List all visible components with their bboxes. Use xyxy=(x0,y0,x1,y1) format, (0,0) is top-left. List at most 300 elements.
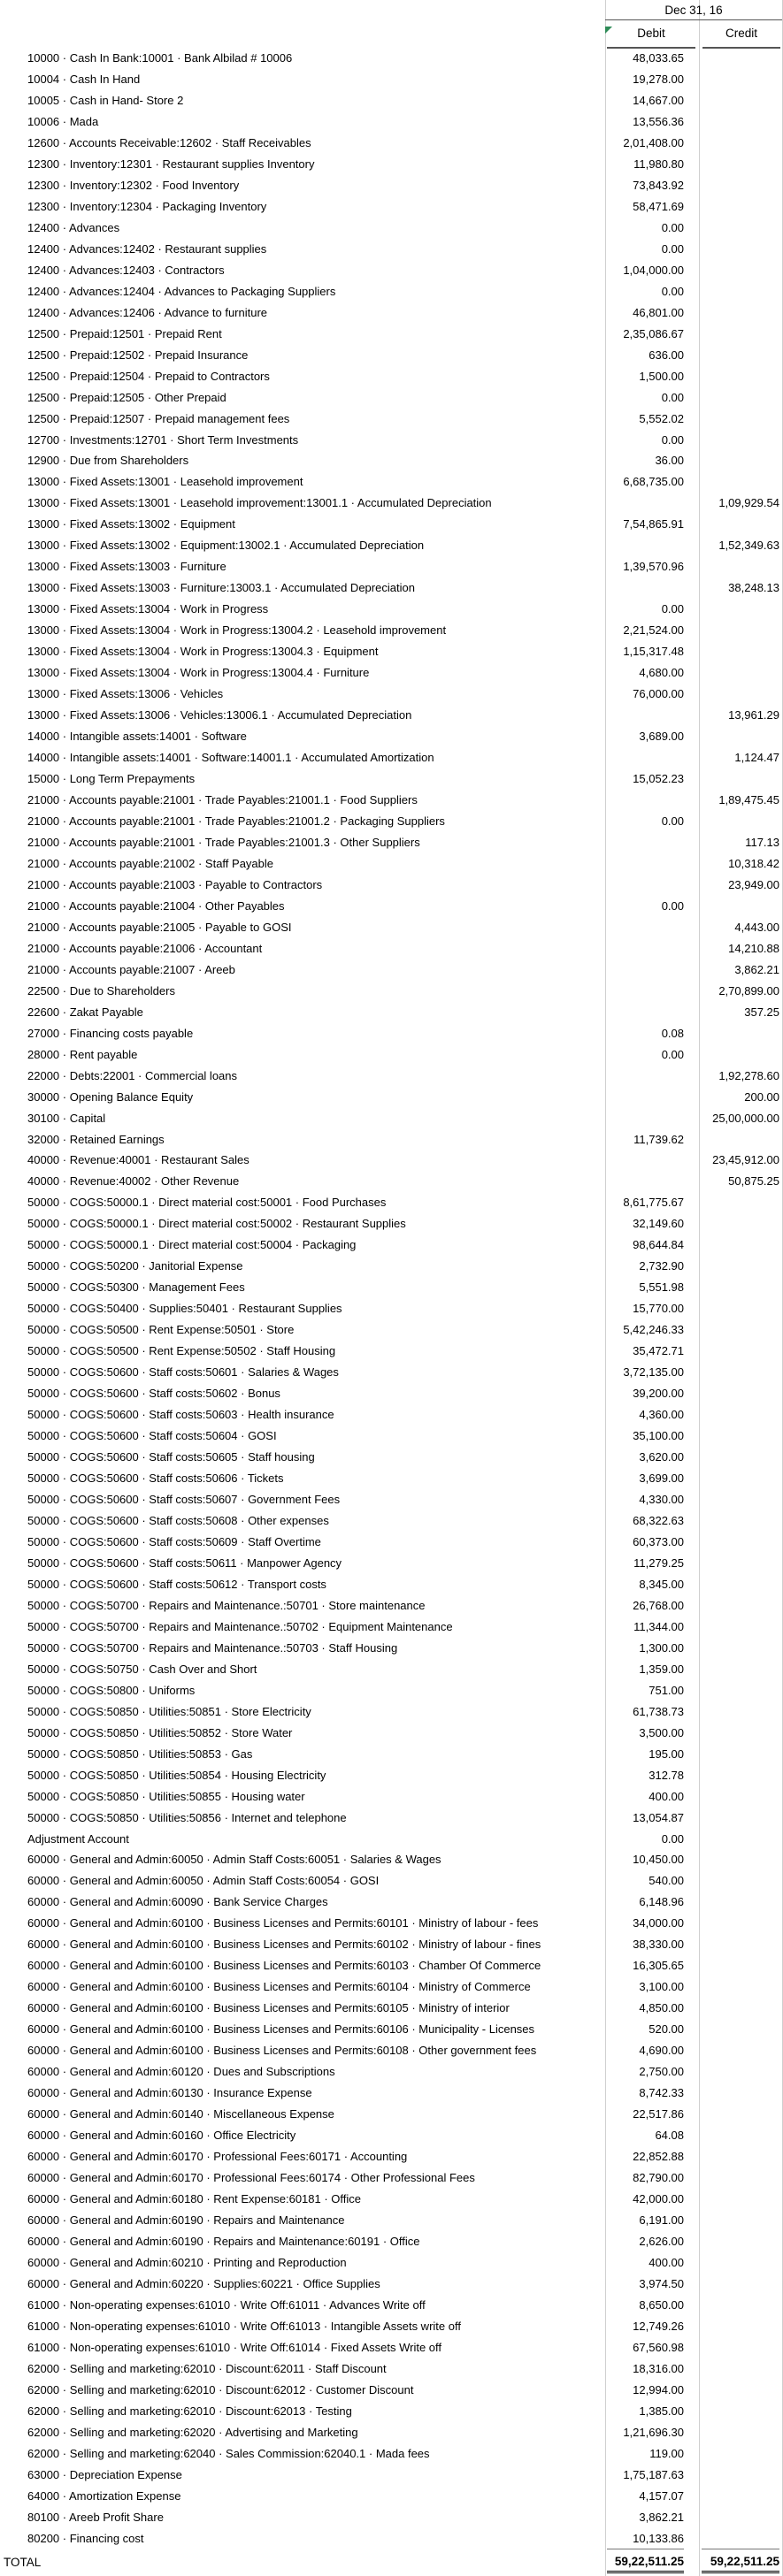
account-row xyxy=(0,790,783,811)
account-row xyxy=(0,1277,783,1298)
account-label: 60000 · General and Admin:60170 · Professional Fees:60174 · Other Professional Fees xyxy=(27,2171,475,2184)
account-row xyxy=(0,1468,783,1489)
debit-value: 2,750.00 xyxy=(639,2065,684,2079)
account-row xyxy=(0,1808,783,1829)
debit-value: 64.08 xyxy=(655,2129,684,2143)
account-row xyxy=(0,1298,783,1319)
account-label: 13000 · Fixed Assets:13004 · Work in Progress xyxy=(27,602,269,616)
account-label: 63000 · Depreciation Expense xyxy=(27,2467,182,2481)
debit-value: 22,852.88 xyxy=(633,2150,684,2163)
account-row xyxy=(0,1765,783,1786)
account-label: 50000 · COGS:50600 · Staff costs:50601 · Salaries & Wages xyxy=(27,1365,339,1380)
account-label: 60000 · General and Admin:60140 · Miscellaneous Expense xyxy=(27,2107,334,2121)
account-row xyxy=(0,2465,783,2486)
debit-value: 4,330.00 xyxy=(639,1493,684,1506)
account-label: 12700 · Investments:12701 · Short Term Investments xyxy=(27,432,299,447)
debit-value: 15,052.23 xyxy=(633,772,684,785)
account-row xyxy=(0,90,783,111)
account-label: 50000 · COGS:50800 · Uniforms xyxy=(27,1683,196,1697)
debit-value: 1,359.00 xyxy=(639,1662,684,1676)
debit-value: 8,650.00 xyxy=(639,2297,684,2312)
account-label: 22600 · Zakat Payable xyxy=(27,1005,143,1019)
account-label: 50000 · COGS:50850 · Utilities:50856 · Internet and telephone xyxy=(27,1810,347,1824)
account-label: 60000 · General and Admin:60100 · Business Licenses and Permits:60106 · Municipality - Licenses xyxy=(27,2022,535,2037)
credit-value: 1,92,278.60 xyxy=(718,1068,779,1082)
account-row xyxy=(0,1129,783,1150)
debit-value: 0.00 xyxy=(661,1047,684,1061)
account-label: 10000 · Cash In Bank:10001 · Bank Albilad # 10006 xyxy=(27,51,293,65)
account-row xyxy=(0,2401,783,2422)
credit-value: 10,318.42 xyxy=(728,856,779,870)
debit-value: 38,330.00 xyxy=(633,1938,684,1952)
account-row xyxy=(0,705,783,726)
account-row xyxy=(0,1426,783,1447)
account-row xyxy=(0,430,783,451)
account-label: 12500 · Prepaid:12502 · Prepaid Insurance xyxy=(27,348,249,362)
account-label: 50000 · COGS:50500 · Rent Expense:50502 · Staff Housing xyxy=(27,1344,336,1358)
account-label: 62000 · Selling and marketing:62020 · Advertising and Marketing xyxy=(27,2425,358,2439)
account-row xyxy=(0,620,783,641)
account-label: 13000 · Fixed Assets:13006 · Vehicles:13006.1 · Accumulated Depreciation xyxy=(27,708,412,722)
account-label: 60000 · General and Admin:60090 · Bank Service Charges xyxy=(27,1895,328,1909)
account-label: 50000 · COGS:50300 · Management Fees xyxy=(27,1280,245,1295)
account-label: 60000 · General and Admin:60100 · Business Licenses and Permits:60104 · Ministry of Commerce xyxy=(27,1980,531,1994)
credit-value: 2,70,899.00 xyxy=(718,983,779,998)
account-row xyxy=(0,281,783,302)
account-label: 21000 · Accounts payable:21006 · Accountant xyxy=(27,941,263,955)
debit-value: 3,620.00 xyxy=(639,1450,684,1464)
debit-value: 11,279.25 xyxy=(633,1556,684,1570)
account-row xyxy=(0,2295,783,2316)
debit-value: 8,742.33 xyxy=(639,2086,684,2100)
account-row xyxy=(0,959,783,981)
account-label: 50000 · COGS:50200 · Janitorial Expense xyxy=(27,1259,243,1273)
period-date-header: Dec 31, 16 xyxy=(605,0,782,20)
debit-value: 4,157.07 xyxy=(639,2488,684,2503)
account-row xyxy=(0,1723,783,1744)
account-row xyxy=(0,2316,783,2337)
account-row xyxy=(0,1786,783,1808)
debit-value: 1,385.00 xyxy=(639,2404,684,2418)
account-label: 22500 · Due to Shareholders xyxy=(27,983,175,998)
account-row xyxy=(0,1701,783,1723)
account-row xyxy=(0,1510,783,1532)
debit-value: 18,316.00 xyxy=(633,2361,684,2375)
account-row xyxy=(0,1319,783,1341)
debit-value: 76,000.00 xyxy=(633,687,684,701)
debit-value: 0.08 xyxy=(661,1026,684,1040)
account-row xyxy=(0,2337,783,2358)
account-label: 13000 · Fixed Assets:13002 · Equipment:13002.1 · Accumulated Depreciation xyxy=(27,539,425,553)
debit-value: 8,345.00 xyxy=(639,1577,684,1591)
account-row xyxy=(0,556,783,577)
account-label: 60000 · General and Admin:60190 · Repairs and Maintenance:60191 · Office xyxy=(27,2234,420,2248)
account-label: 60000 · General and Admin:60100 · Business Licenses and Permits:60102 · Ministry of labour - fines xyxy=(27,1938,541,1952)
account-row xyxy=(0,535,783,556)
debit-value: 2,732.90 xyxy=(639,1259,684,1273)
debit-value: 0.00 xyxy=(661,220,684,234)
account-label: 60000 · General and Admin:60130 · Insurance Expense xyxy=(27,2086,312,2100)
account-label: 50000 · COGS:50600 · Staff costs:50612 · Transport costs xyxy=(27,1577,326,1591)
account-label: 50000 · COGS:50400 · Supplies:50401 · Restaurant Supplies xyxy=(27,1302,342,1316)
account-row xyxy=(0,2528,783,2549)
credit-value: 23,949.00 xyxy=(728,877,779,891)
debit-value: 39,200.00 xyxy=(633,1387,684,1401)
account-label: 30000 · Opening Balance Equity xyxy=(27,1089,194,1104)
account-row xyxy=(0,2167,783,2189)
debit-value: 10,450.00 xyxy=(633,1853,684,1867)
account-label: 13000 · Fixed Assets:13003 · Furniture xyxy=(27,560,226,574)
debit-value: 2,35,086.67 xyxy=(623,326,684,340)
debit-value: 1,04,000.00 xyxy=(623,263,684,277)
debit-value: 36.00 xyxy=(655,454,684,468)
debit-value: 0.00 xyxy=(661,602,684,616)
credit-value: 50,875.25 xyxy=(728,1174,779,1189)
debit-value: 4,360.00 xyxy=(639,1408,684,1422)
debit-value: 60,373.00 xyxy=(633,1534,684,1548)
debit-value: 42,000.00 xyxy=(633,2192,684,2205)
debit-value: 67,560.98 xyxy=(633,2340,684,2354)
account-label: 50000 · COGS:50850 · Utilities:50851 · Store Electricity xyxy=(27,1704,311,1718)
account-row xyxy=(0,981,783,1002)
debit-value: 22,517.86 xyxy=(633,2107,684,2121)
debit-value: 3,72,135.00 xyxy=(623,1365,684,1380)
account-label: 12400 · Advances:12406 · Advance to furniture xyxy=(27,305,268,319)
account-label: Adjustment Account xyxy=(27,1831,129,1846)
account-row xyxy=(0,1744,783,1765)
account-label: 12400 · Advances:12403 · Contractors xyxy=(27,263,225,277)
debit-value: 46,801.00 xyxy=(633,305,684,319)
account-label: 50000 · COGS:50600 · Staff costs:50609 · Staff Overtime xyxy=(27,1534,321,1548)
account-row xyxy=(0,875,783,896)
debit-value: 3,500.00 xyxy=(639,1725,684,1739)
account-row xyxy=(0,450,783,471)
debit-value: 98,644.84 xyxy=(633,1238,684,1252)
debit-value: 26,768.00 xyxy=(633,1598,684,1612)
account-row xyxy=(0,1553,783,1574)
account-row xyxy=(0,832,783,853)
account-row xyxy=(0,2443,783,2465)
account-row xyxy=(0,2019,783,2040)
account-label: 50000 · COGS:50850 · Utilities:50853 · Gas xyxy=(27,1747,253,1761)
debit-value: 35,100.00 xyxy=(633,1429,684,1442)
debit-value: 7,54,865.91 xyxy=(623,517,684,531)
account-row xyxy=(0,2061,783,2083)
account-row xyxy=(0,2146,783,2167)
account-row xyxy=(0,493,783,514)
account-label: 12300 · Inventory:12301 · Restaurant supplies Inventory xyxy=(27,157,315,171)
account-label: 60000 · General and Admin:60050 · Admin Staff Costs:60054 · GOSI xyxy=(27,1874,380,1888)
debit-value: 312.78 xyxy=(649,1768,684,1782)
credit-value: 1,09,929.54 xyxy=(718,496,779,510)
account-label: 21000 · Accounts payable:21001 · Trade Payables:21001.3 · Other Suppliers xyxy=(27,835,420,849)
account-label: 50000 · COGS:50700 · Repairs and Maintenance.:50701 · Store maintenance xyxy=(27,1598,426,1612)
account-row xyxy=(0,387,783,409)
account-row xyxy=(0,2486,783,2507)
account-label: 12500 · Prepaid:12501 · Prepaid Rent xyxy=(27,326,222,340)
total-row xyxy=(0,2551,783,2574)
account-row xyxy=(0,853,783,875)
account-row xyxy=(0,1447,783,1468)
debit-value: 2,626.00 xyxy=(639,2234,684,2248)
debit-value: 11,344.00 xyxy=(633,1619,684,1633)
account-label: 12500 · Prepaid:12507 · Prepaid management fees xyxy=(27,411,290,425)
account-label: 21000 · Accounts payable:21004 · Other Payables xyxy=(27,898,285,913)
account-label: 50000 · COGS:50850 · Utilities:50855 · Housing water xyxy=(27,1789,305,1803)
account-row xyxy=(0,641,783,662)
account-row xyxy=(0,811,783,832)
account-label: 60000 · General and Admin:60100 · Business Licenses and Permits:60101 · Ministry of labour - fees xyxy=(27,1916,539,1930)
account-label: 13000 · Fixed Assets:13004 · Work in Progress:13004.3 · Equipment xyxy=(27,645,379,659)
account-row xyxy=(0,2189,783,2210)
debit-value: 636.00 xyxy=(649,348,684,362)
account-label: 12400 · Advances xyxy=(27,220,120,234)
account-row xyxy=(0,48,783,69)
account-label: 21000 · Accounts payable:21002 · Staff Payable xyxy=(27,856,274,870)
credit-value xyxy=(702,2528,779,2549)
account-row xyxy=(0,2083,783,2104)
account-row xyxy=(0,324,783,345)
credit-value: 13,961.29 xyxy=(728,708,779,722)
debit-value: 3,699.00 xyxy=(639,1471,684,1485)
debit-value: 1,15,317.48 xyxy=(623,645,684,659)
account-row xyxy=(0,1849,783,1870)
account-row xyxy=(0,1087,783,1108)
account-row xyxy=(0,2358,783,2380)
account-row xyxy=(0,1044,783,1066)
credit-value: 23,45,912.00 xyxy=(712,1153,779,1167)
debit-value: 1,75,187.63 xyxy=(623,2467,684,2481)
account-row xyxy=(0,1108,783,1129)
account-row xyxy=(0,218,783,239)
account-row xyxy=(0,662,783,684)
account-label: 60000 · General and Admin:60170 · Professional Fees:60171 · Accounting xyxy=(27,2150,408,2163)
account-row xyxy=(0,2252,783,2274)
account-label: 50000 · COGS:50000.1 · Direct material cost:50004 · Packaging xyxy=(27,1238,357,1252)
account-label: 80200 · Financing cost xyxy=(27,2531,144,2545)
account-label: 10004 · Cash In Hand xyxy=(27,73,141,86)
credit-value: 357.25 xyxy=(744,1005,779,1019)
account-row xyxy=(0,1383,783,1404)
account-label: 13000 · Fixed Assets:13003 · Furniture:13003.1 · Accumulated Depreciation xyxy=(27,581,415,595)
account-label: 64000 · Amortization Expense xyxy=(27,2488,181,2503)
account-row xyxy=(0,577,783,599)
account-label: 50000 · COGS:50850 · Utilities:50854 · Housing Electricity xyxy=(27,1768,326,1782)
debit-value: 4,850.00 xyxy=(639,2001,684,2015)
credit-value: 14,210.88 xyxy=(728,941,779,955)
account-row xyxy=(0,896,783,917)
account-label: 50000 · COGS:50600 · Staff costs:50602 · Bonus xyxy=(27,1387,280,1401)
account-row xyxy=(0,1934,783,1955)
account-label: 50000 · COGS:50600 · Staff costs:50604 · GOSI xyxy=(27,1429,277,1442)
debit-value: 6,68,735.00 xyxy=(623,475,684,489)
total-label: TOTAL xyxy=(4,2556,42,2569)
account-label: 13000 · Fixed Assets:13004 · Work in Progress:13004.2 · Leasehold improvement xyxy=(27,623,447,638)
account-row xyxy=(0,175,783,196)
account-label: 13000 · Fixed Assets:13006 · Vehicles xyxy=(27,687,224,701)
account-label: 60000 · General and Admin:60120 · Dues and Subscriptions xyxy=(27,2065,335,2079)
debit-value: 35,472.71 xyxy=(633,1344,684,1358)
account-label: 40000 · Revenue:40001 · Restaurant Sales xyxy=(27,1153,249,1167)
debit-value: 32,149.60 xyxy=(633,1217,684,1231)
debit-value: 5,551.98 xyxy=(639,1280,684,1295)
account-row xyxy=(0,1066,783,1087)
credit-value: 117.13 xyxy=(745,835,779,849)
account-label: 50000 · COGS:50600 · Staff costs:50605 · Staff housing xyxy=(27,1450,315,1464)
debit-value: 751.00 xyxy=(649,1683,684,1697)
credit-column-header: Credit xyxy=(702,20,780,49)
debit-value: 5,42,246.33 xyxy=(623,1323,684,1337)
credit-value: 38,248.13 xyxy=(728,581,779,595)
account-label: 30100 · Capital xyxy=(27,1111,106,1125)
debit-value: 0.00 xyxy=(661,814,684,828)
account-label: 21000 · Accounts payable:21003 · Payable to Contractors xyxy=(27,877,323,891)
account-row xyxy=(0,2380,783,2401)
debit-value: 0.00 xyxy=(661,1831,684,1846)
debit-value: 13,054.87 xyxy=(633,1810,684,1824)
account-label: 61000 · Non-operating expenses:61010 · Write Off:61013 · Intangible Assets write off xyxy=(27,2319,461,2333)
account-label: 27000 · Financing costs payable xyxy=(27,1026,194,1040)
account-row xyxy=(0,938,783,959)
account-label: 32000 · Retained Earnings xyxy=(27,1132,165,1146)
account-row xyxy=(0,1998,783,2019)
debit-value: 11,739.62 xyxy=(633,1132,684,1146)
credit-value: 1,124.47 xyxy=(734,751,779,764)
account-label: 40000 · Revenue:40002 · Other Revenue xyxy=(27,1174,240,1189)
account-label: 60000 · General and Admin:60220 · Supplies:60221 · Office Supplies xyxy=(27,2276,380,2290)
account-row xyxy=(0,239,783,260)
debit-value: 400.00 xyxy=(649,2255,684,2269)
debit-value: 1,300.00 xyxy=(639,1640,684,1655)
account-row xyxy=(0,684,783,705)
account-row xyxy=(0,2040,783,2061)
account-label: 60000 · General and Admin:60180 · Rent Expense:60181 · Office xyxy=(27,2192,362,2205)
debit-value: 48,033.65 xyxy=(633,51,684,65)
account-label: 50000 · COGS:50700 · Repairs and Maintenance.:50702 · Equipment Maintenance xyxy=(27,1619,453,1633)
account-label: 50000 · COGS:50000.1 · Direct material cost:50001 · Food Purchases xyxy=(27,1196,387,1210)
debit-value: 68,322.63 xyxy=(633,1513,684,1527)
account-row xyxy=(0,1256,783,1277)
debit-value: 0.00 xyxy=(661,432,684,447)
account-row xyxy=(0,2210,783,2231)
account-row xyxy=(0,747,783,768)
account-row xyxy=(0,1362,783,1383)
account-row xyxy=(0,1659,783,1680)
debit-value: 2,01,408.00 xyxy=(623,135,684,149)
debit-value: 82,790.00 xyxy=(633,2171,684,2184)
account-label: 50000 · COGS:50700 · Repairs and Maintenance.:50703 · Staff Housing xyxy=(27,1640,398,1655)
account-label: 15000 · Long Term Prepayments xyxy=(27,772,196,785)
account-row xyxy=(0,514,783,535)
debit-value: 195.00 xyxy=(649,1747,684,1761)
account-row xyxy=(0,1213,783,1234)
account-label: 13000 · Fixed Assets:13004 · Work in Progress:13004.4 · Furniture xyxy=(27,666,370,680)
credit-value: 1,52,349.63 xyxy=(718,539,779,553)
account-label: 60000 · General and Admin:60100 · Business Licenses and Permits:60103 · Chamber Of Commerce xyxy=(27,1959,541,1973)
account-row xyxy=(0,1829,783,1850)
account-row xyxy=(0,1680,783,1701)
account-label: 60000 · General and Admin:60100 · Business Licenses and Permits:60105 · Ministry of interior xyxy=(27,2001,510,2015)
debit-value: 3,689.00 xyxy=(639,730,684,743)
account-label: 13000 · Fixed Assets:13001 · Leasehold improvement xyxy=(27,475,303,489)
account-row xyxy=(0,196,783,218)
account-label: 21000 · Accounts payable:21007 · Areeb xyxy=(27,962,235,976)
total-debit: 59,22,511.25 xyxy=(607,2551,684,2573)
account-row xyxy=(0,1955,783,1976)
account-row xyxy=(0,917,783,938)
debit-value: 11,980.80 xyxy=(633,157,684,171)
account-row xyxy=(0,726,783,747)
debit-value: 15,770.00 xyxy=(633,1302,684,1316)
debit-value: 13,556.36 xyxy=(633,114,684,128)
debit-value: 3,974.50 xyxy=(639,2276,684,2290)
account-label: 12600 · Accounts Receivable:12602 · Staff Receivables xyxy=(27,135,311,149)
account-row xyxy=(0,1341,783,1362)
account-row xyxy=(0,2231,783,2252)
account-label: 50000 · COGS:50600 · Staff costs:50611 · Manpower Agency xyxy=(27,1556,342,1570)
account-row xyxy=(0,1617,783,1638)
debit-value: 14,667.00 xyxy=(633,93,684,107)
account-row xyxy=(0,1638,783,1659)
account-row xyxy=(0,302,783,324)
debit-value: 19,278.00 xyxy=(633,73,684,86)
debit-value: 0.00 xyxy=(661,898,684,913)
account-row xyxy=(0,366,783,387)
account-row xyxy=(0,2104,783,2125)
debit-value: 4,680.00 xyxy=(639,666,684,680)
debit-value: 10,133.86 xyxy=(607,2528,684,2549)
account-label: 50000 · COGS:50750 · Cash Over and Short xyxy=(27,1662,257,1676)
account-label: 12300 · Inventory:12302 · Food Inventory xyxy=(27,178,240,192)
account-row xyxy=(0,1976,783,1998)
credit-value: 3,862.21 xyxy=(734,962,779,976)
account-label: 14000 · Intangible assets:14001 · Software xyxy=(27,730,247,743)
account-row xyxy=(0,768,783,790)
debit-value: 8,61,775.67 xyxy=(623,1196,684,1210)
account-label: 12900 · Due from Shareholders xyxy=(27,454,189,468)
credit-value: 25,00,000.00 xyxy=(712,1111,779,1125)
account-label: 60000 · General and Admin:60100 · Business Licenses and Permits:60108 · Other government fees xyxy=(27,2044,537,2058)
account-row xyxy=(0,1023,783,1044)
account-label: 10005 · Cash in Hand- Store 2 xyxy=(27,93,184,107)
account-label: 60000 · General and Admin:60050 · Admin Staff Costs:60051 · Salaries & Wages xyxy=(27,1853,441,1867)
account-row xyxy=(0,2125,783,2146)
account-row xyxy=(0,1892,783,1913)
debit-value: 12,749.26 xyxy=(633,2319,684,2333)
account-row xyxy=(0,1002,783,1023)
account-label: 50000 · COGS:50500 · Rent Expense:50501 · Store xyxy=(27,1323,295,1337)
account-row xyxy=(0,260,783,281)
account-row xyxy=(0,2507,783,2528)
credit-value: 1,89,475.45 xyxy=(718,792,779,806)
account-row xyxy=(0,1489,783,1510)
account-label: 10006 · Mada xyxy=(27,114,99,128)
debit-value: 4,690.00 xyxy=(639,2044,684,2058)
account-label: 21000 · Accounts payable:21005 · Payable to GOSI xyxy=(27,920,292,934)
debit-value: 5,552.02 xyxy=(639,411,684,425)
debit-value: 0.00 xyxy=(661,284,684,298)
account-label: 50000 · COGS:50000.1 · Direct material cost:50002 · Restaurant Supplies xyxy=(27,1217,406,1231)
account-row xyxy=(0,1192,783,1213)
debit-value: 61,738.73 xyxy=(633,1704,684,1718)
account-label: 61000 · Non-operating expenses:61010 · Write Off:61011 · Advances Write off xyxy=(27,2297,426,2312)
debit-value: 2,21,524.00 xyxy=(623,623,684,638)
account-row xyxy=(0,2274,783,2295)
account-row xyxy=(0,1913,783,1934)
account-row xyxy=(0,1150,783,1171)
account-row xyxy=(0,111,783,133)
account-label: 50000 · COGS:50600 · Staff costs:50608 · Other expenses xyxy=(27,1513,329,1527)
